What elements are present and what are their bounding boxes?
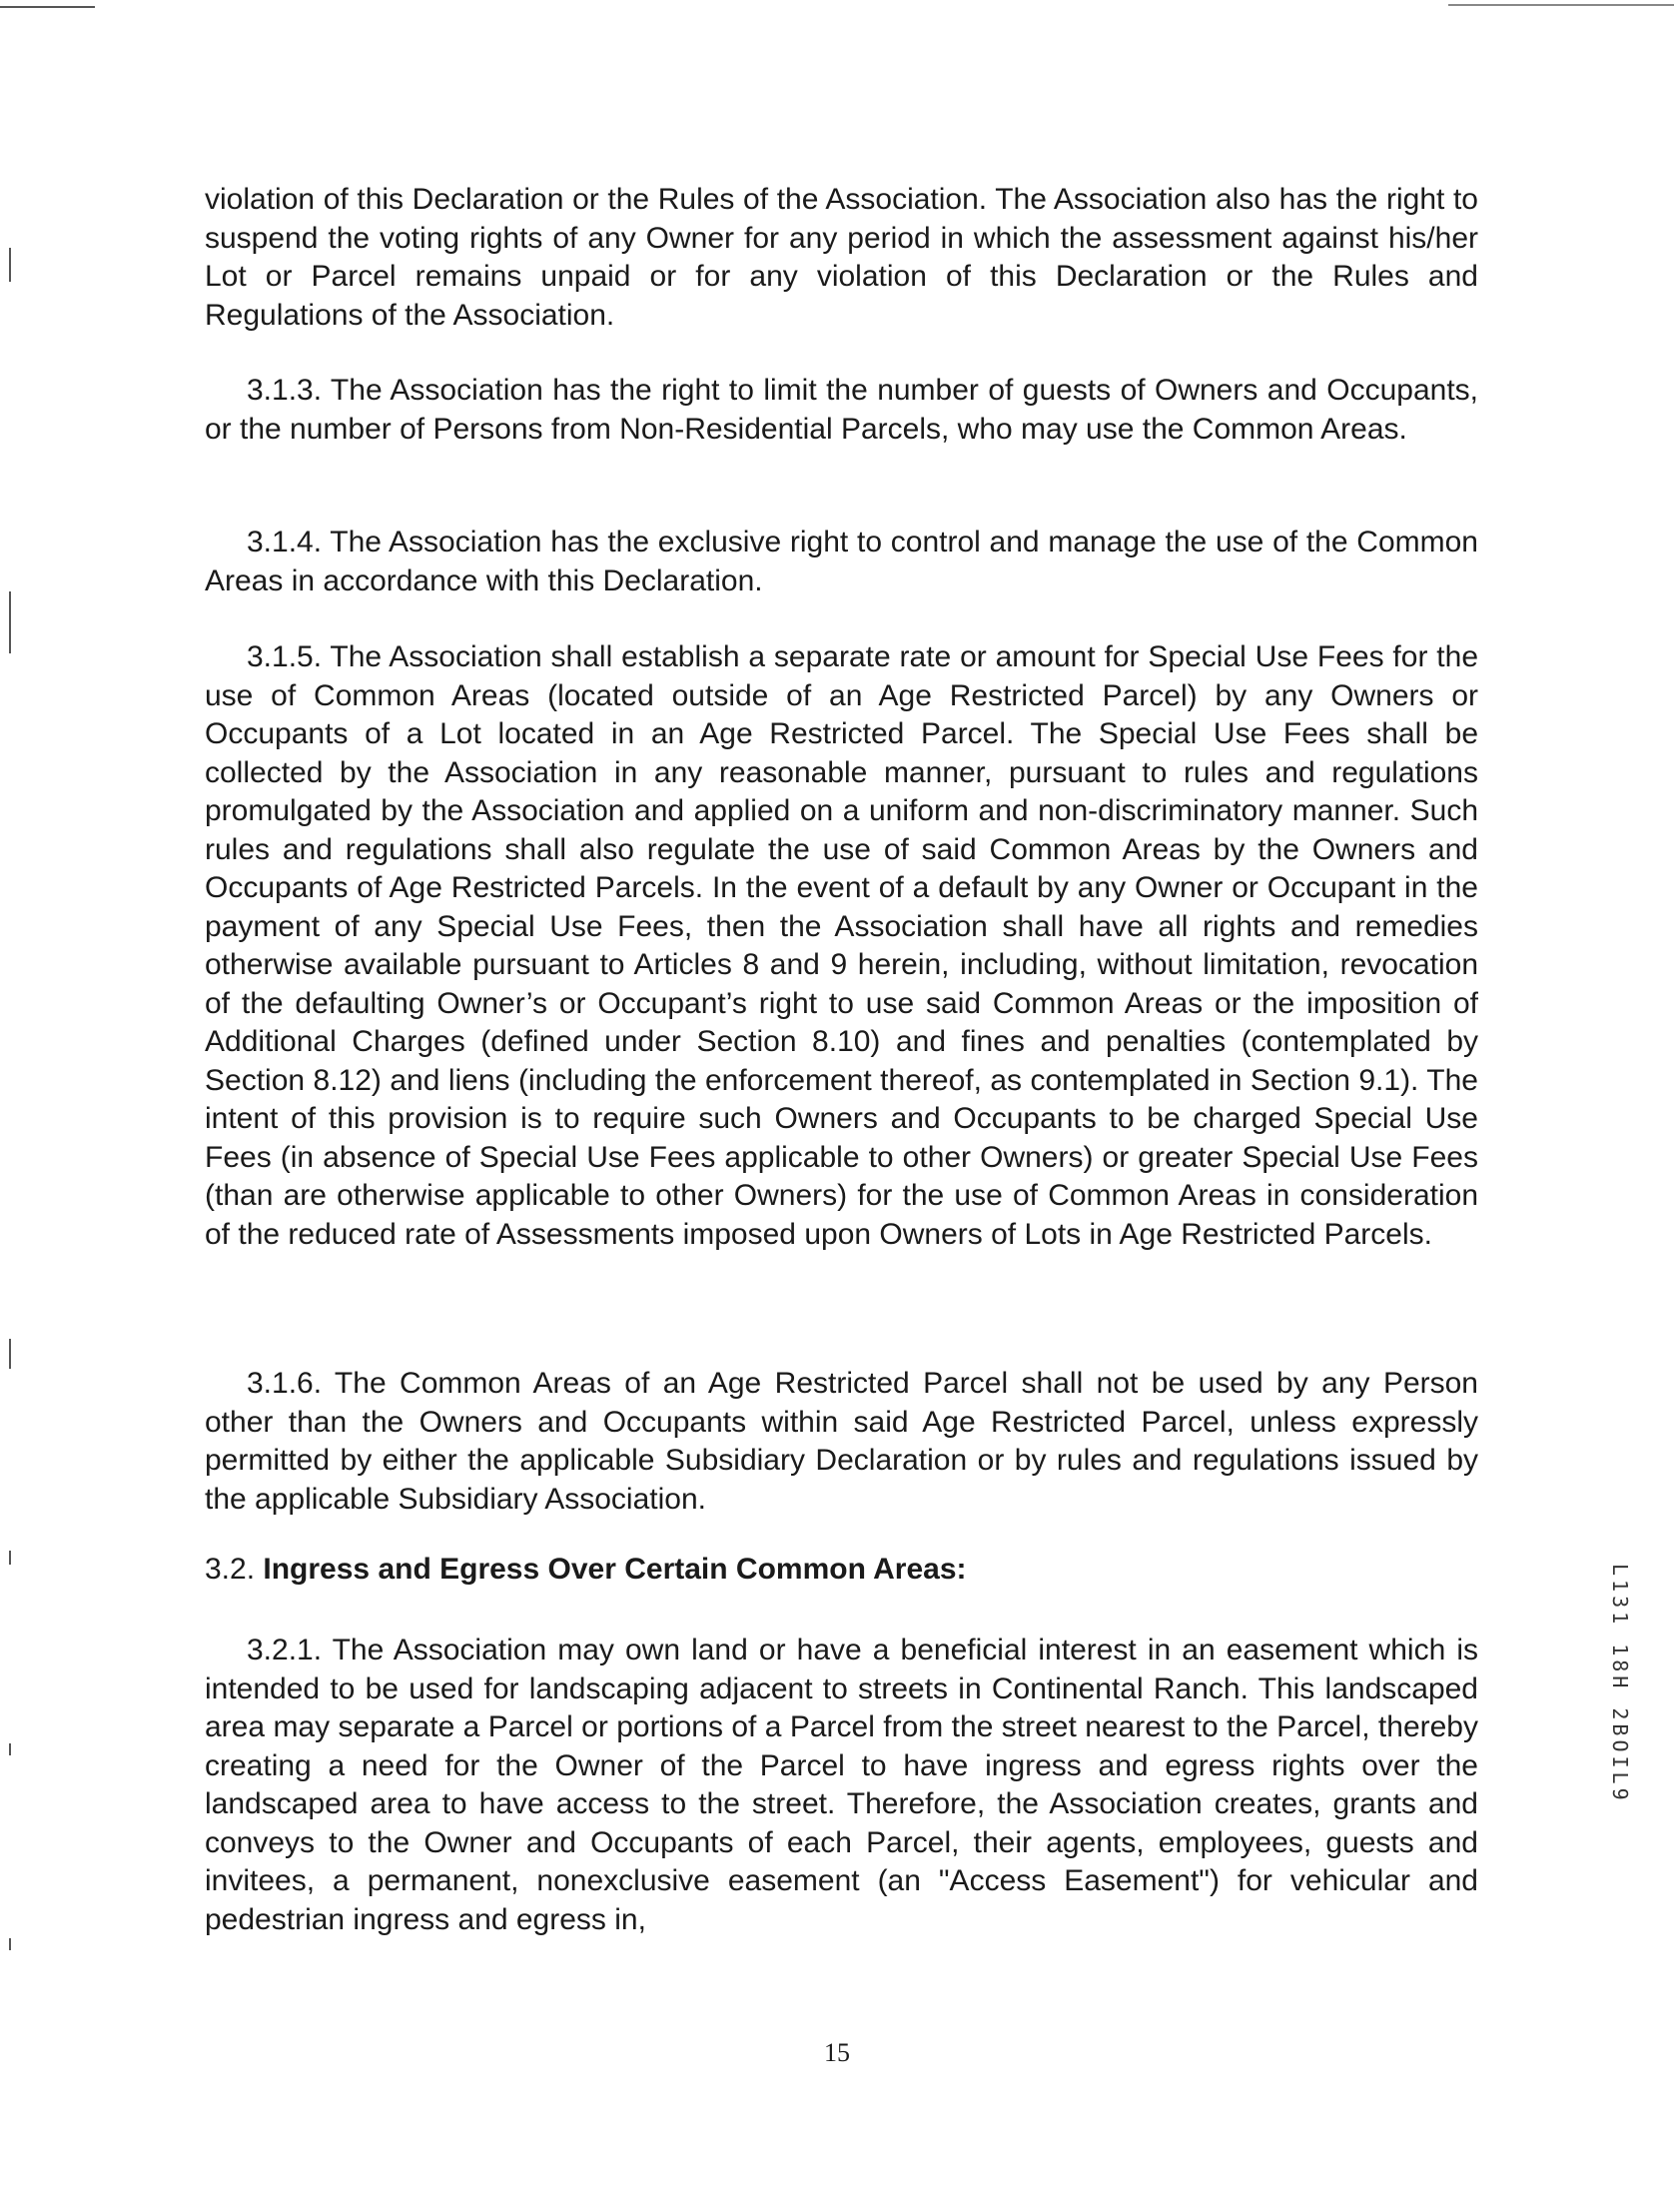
paragraph-3-1-3 — [205, 372, 1478, 449]
margin-mark — [9, 1551, 11, 1565]
paragraph-text: 3.1.5. The Association shall establish a separate rate or amount for Special Use Fees for the use of Common Areas (located outside of an Age Restricted Parcel) by any Owners or Occupants of a Lot located in an Age Restricted Parcel. The Special Use Fees shall be collected by the Association in any reasonable manner, pursuant to rules and regulations promulgated by the Association and applied on a uniform and non-discriminatory manner. Such rules and regulations shall also regulate the use of said Common Areas by the Owners and Occupants of Age Restricted Parcels. In the event of a default by any Owner or Occupant in the payment of any Special Use Fees, then the Association shall have all rights and remedies otherwise available pursuant to Articles 8 and 9 herein, including, without limitation, revocation of the defaulting Owner’s or Occupant’s right to use said Common Areas or the imposition of Additional Charges (defined under Section 8.10) and fines and penalties (contemplated by Section 8.12) and liens (including the enforcement thereof, as contemplated in Section 9.1). The intent of this provision is to require such Owners and Occupants to be charged Special Use Fees (in absence of Special Use Fees applicable to other Owners) or greater Special Use Fees (than are otherwise applicable to other Owners) for the use of Common Areas in consideration of the reduced rate of Assessments imposed upon Owners of Lots in Age Restricted Parcels. — [205, 640, 1478, 1251]
paragraph-text: 3.2.1. The Association may own land or have a beneficial interest in an easement which is intended to be used for landscaping adjacent to streets in Continental Ranch. This landscaped area may separate a Parcel or portions of a Parcel from the street nearest to the Parcel, thereby creating a need for the Owner of the Parcel to have ingress and egress rights over the landscaped area to have access to the street. Therefore, the Association creates, grants and conveys to the Owner and Occupants of each Parcel, their agents, employees, guests and invitees, a permanent, nonexclusive easement (an "Access Easement") for vehicular and pedestrian ingress and egress in, — [205, 1634, 1478, 1936]
paragraph-text: violation of this Declaration or the Rules of the Association. The Association also has the right to suspend the voting rights of any Owner for any period in which the assessment against his/her Lot or Parcel remains unpaid or for any violation of this Declaration or the Rules and Regulations of the Association. — [205, 183, 1478, 332]
section-title: Ingress and Egress Over Certain Common Areas: — [263, 1553, 967, 1586]
section-number: 3.2. — [205, 1553, 256, 1586]
margin-mark — [9, 1743, 11, 1755]
recording-stamp: L131 18H 2BOIL9 — [1608, 1564, 1632, 1804]
paragraph-3-1-5 — [205, 638, 1478, 1254]
paragraph-3-1-4 — [205, 524, 1478, 600]
scan-edge-line — [0, 6, 95, 8]
section-heading — [205, 1551, 967, 1589]
margin-mark — [9, 1339, 11, 1369]
margin-mark — [9, 248, 11, 282]
paragraph-3-1-6 — [205, 1365, 1478, 1519]
paragraph-text: 3.1.3. The Association has the right to limit the number of guests of Owners and Occupants, or the number of Persons from Non-Residential Parcels, who may use the Common Areas. — [205, 374, 1478, 446]
page-number: 15 — [824, 2038, 850, 2067]
margin-mark — [9, 1938, 11, 1950]
paragraph-text: 3.1.6. The Common Areas of an Age Restricted Parcel shall not be used by any Person other than the Owners and Occupants within said Age Restricted Parcel, unless expressly permitted by either the applicable Subsidiary Declaration or by rules and regulations issued by the applicable Subsidiary Association. — [205, 1367, 1478, 1516]
margin-mark — [9, 591, 11, 653]
paragraph-text: 3.1.4. The Association has the exclusive right to control and manage the use of the Common Areas in accordance with this Declaration. — [205, 526, 1478, 597]
paragraph-intro — [205, 181, 1478, 335]
paragraph-3-2-1 — [205, 1632, 1478, 1939]
scan-edge-line — [1448, 4, 1674, 6]
